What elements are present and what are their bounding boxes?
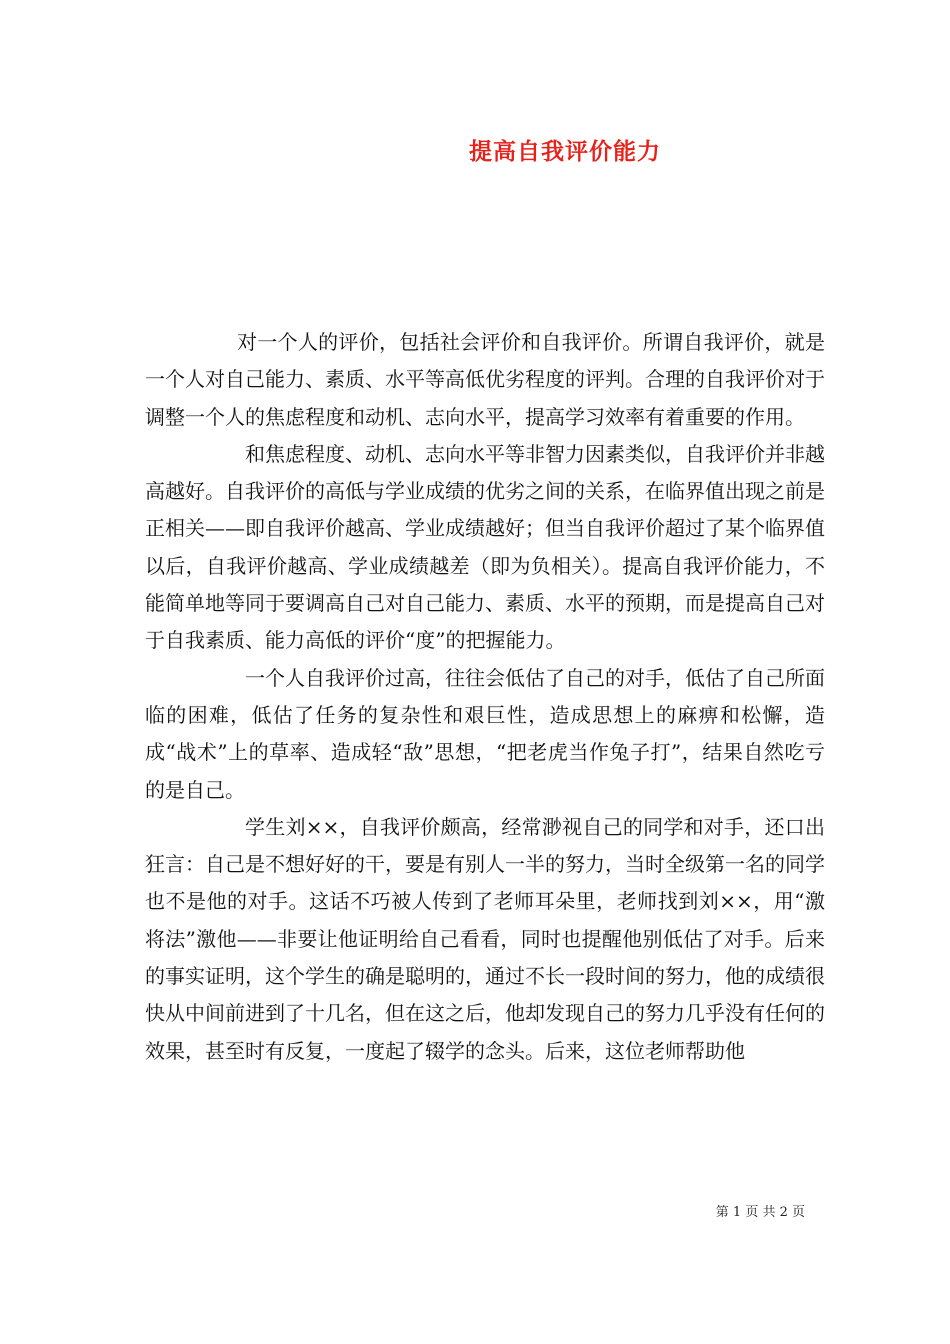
page-number-footer: 第 1 页 共 2 页	[715, 1205, 805, 1220]
document-title: 提高自我评价能力	[469, 139, 661, 165]
paragraph-3: 一个人自我评价过高，往往会低估了自己的对手，低估了自己所面临的困难，低估了任务的复杂性和艰巨性，造成思想上的麻痹和松懈，造成“战术”上的草率、造成轻“敌”思想，“把老虎当作兔子打”，结果自然吃亏的是自己。	[145, 665, 825, 802]
paragraph-4: 学生刘××，自我评价颇高，经常渺视自己的同学和对手，还口出狂言：自己是不想好好的干，要是有别人一半的努力，当时全级第一名的同学也不是他的对手。这话不巧被人传到了老师耳朵里，老师找到刘××，用“激将法”激他——非要让他证明给自己看看，同时也提醒他别低估了对手。后来的事实证明，这个学生的确是聪明的，通过不长一段时间的努力，他的成绩很快从中间前进到了十几名，但在这之后，他却发现自己的努力几乎没有任何的效果，甚至时有反复，一度起了辍学的念头。后来，这位老师帮助他	[145, 814, 825, 1063]
paragraph-1: 对一个人的评价，包括社会评价和自我评价。所谓自我评价，就是一个人对自己能力、素质、水平等高低优劣程度的评判。合理的自我评价对于调整一个人的焦虑程度和动机、志向水平，提高学习效率有着重要的作用。	[145, 330, 825, 429]
document-body	[145, 324, 825, 1070]
paragraph-2: 和焦虑程度、动机、志向水平等非智力因素类似，自我评价并非越高越好。自我评价的高低与学业成绩的优劣之间的关系，在临界值出现之前是正相关——即自我评价越高、学业成绩越好；但当自我评价超过了某个临界值以后，自我评价越高、学业成绩越差（即为负相关）。提高自我评价能力，不能简单地等同于要调高自己对自己能力、素质、水平的预期，而是提高自己对于自我素质、能力高低的评价“度”的把握能力。	[145, 441, 825, 653]
